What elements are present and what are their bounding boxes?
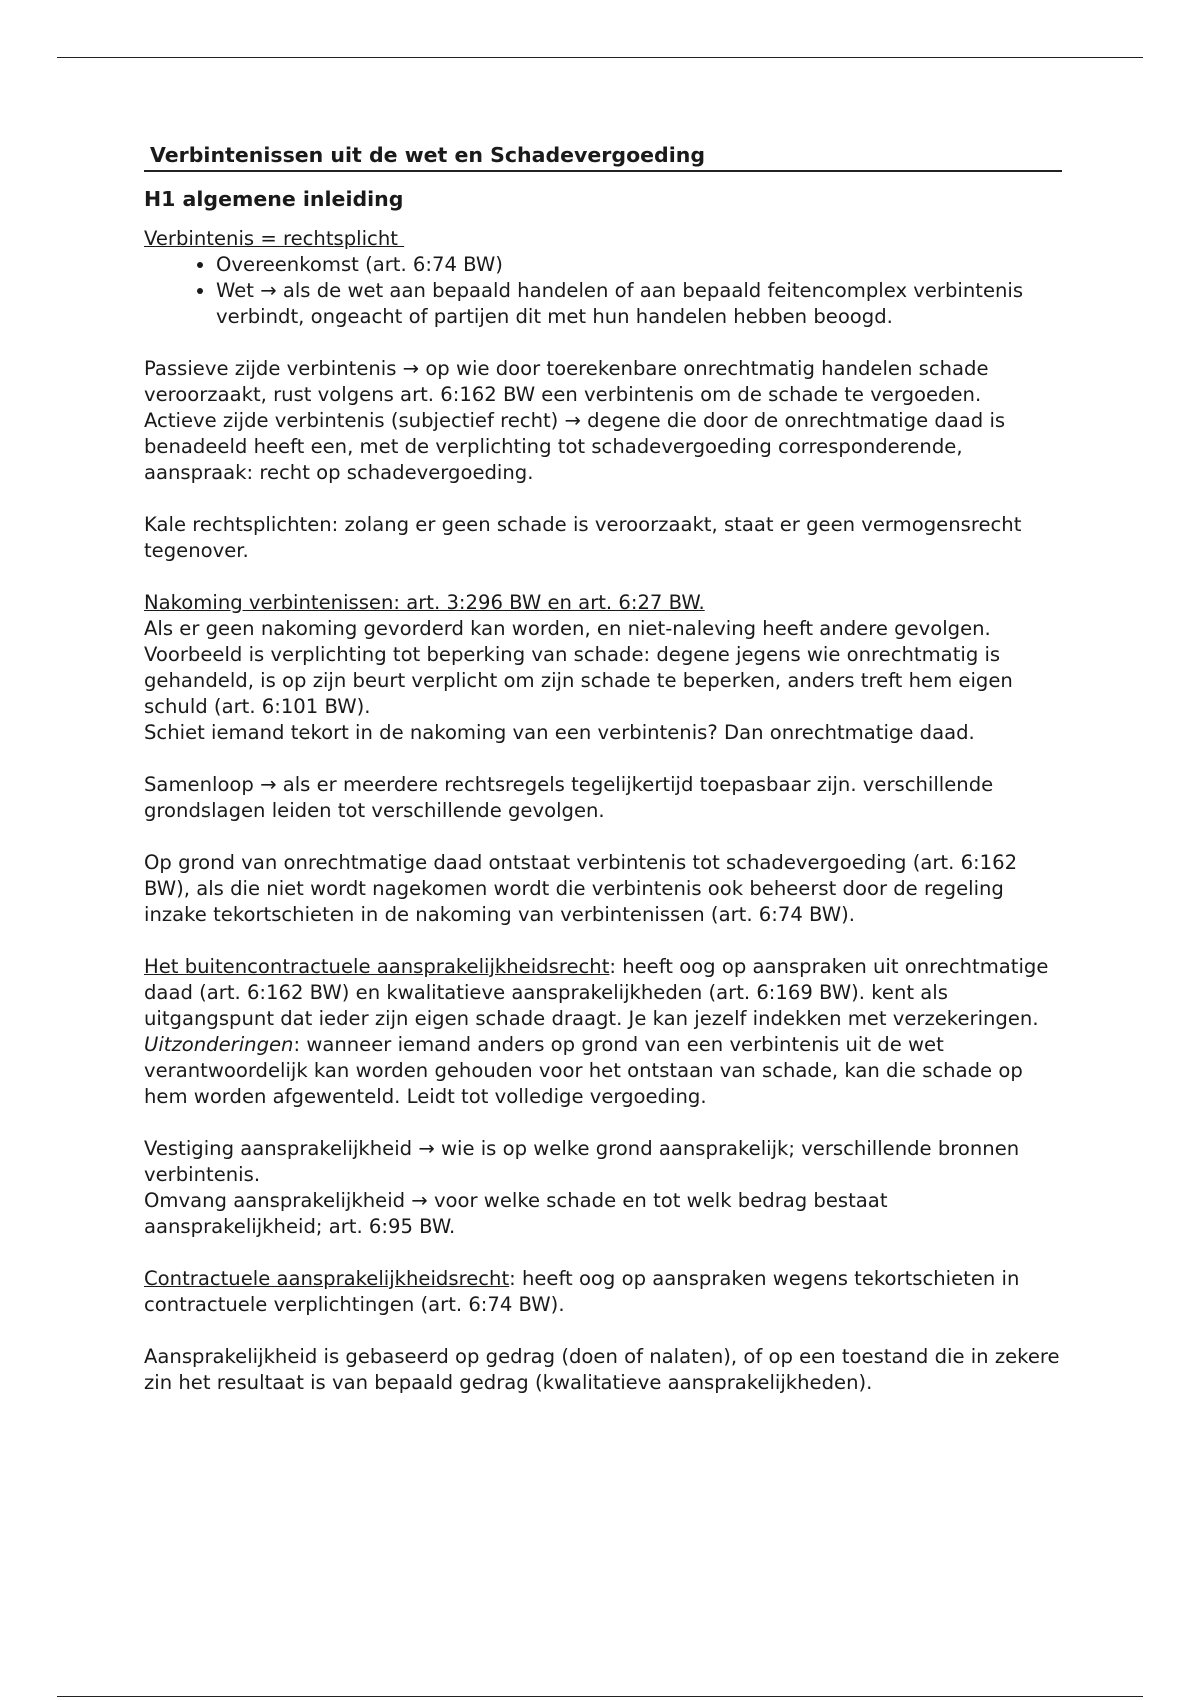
- contractual-paragraph: [144, 1266, 1064, 1318]
- page-bottom-rule: [57, 1696, 1143, 1697]
- document-title: Verbintenissen uit de wet en Schadevergoeding: [144, 142, 1062, 172]
- list-item: • Wet → als de wet aan bepaald handelen of aan bepaald feitencomplex verbintenis verbindt, ongeacht of partijen dit met hun handelen hebben beoogd.: [216, 278, 1064, 330]
- exceptions-term: Uitzonderingen: [144, 1033, 294, 1056]
- document-body: [144, 142, 1064, 1422]
- non-contractual-text-1: : heeft oog op aanspraken uit onrechtmatige daad (art. 6:162 BW) en kwalitatieve aansprakelijkheden (art. 6:169 BW). kent als uitgangspunt dat ieder zijn eigen schade draagt. Je kan jezelf indekken met verzekeringen.: [144, 955, 1049, 1030]
- shortcoming-paragraph: Schiet iemand tekort in de nakoming van een verbintenis? Dan onrechtmatige daad.: [144, 721, 975, 744]
- non-contractual-text-2: : wanneer iemand anders op grond van een verbintenis uit de wet verantwoordelijk kan worden gehouden voor het ontstaan van schade, kan die schade op hem worden afgewenteld. Leidt tot volledige vergoeding.: [144, 1033, 1023, 1108]
- concurrence-paragraph: Samenloop → als er meerdere rechtsregels tegelijkertijd toepasbaar zijn. verschillende grondslagen leiden tot verschillende gevolgen.: [144, 773, 994, 822]
- non-contractual-heading: Het buitencontractuele aansprakelijkheidsrecht: [144, 955, 610, 978]
- contractual-heading: Contractuele aansprakelijkheidsrecht: [144, 1267, 510, 1290]
- tort-basis-paragraph: Op grond van onrechtmatige daad ontstaat verbintenis tot schadevergoeding (art. 6:162 BW), als die niet wordt nagekomen wordt die verbintenis ook beheerst door de regeling inzake tekortschieten in de nakoming van verbintenissen (art. 6:74 BW).: [144, 851, 1018, 926]
- page-top-rule: [57, 57, 1143, 58]
- contractual-text: : heeft oog op aanspraken wegens tekortschieten in contractuele verplichtingen (art. 6:74 BW).: [144, 1267, 1020, 1316]
- performance-paragraph: Als er geen nakoming gevorderd kan worden, en niet-naleving heeft andere gevolgen. Voorbeeld is verplichting tot beperking van schade: degene jegens wie onrechtmatig is gehandeld, is op zijn beurt verplicht om zijn schade te beperken, anders treft hem eigen schuld (art. 6:101 BW).: [144, 617, 1013, 718]
- bare-obligations-paragraph: Kale rechtsplichten: zolang er geen schade is veroorzaakt, staat er geen vermogensrecht tegenover.: [144, 513, 1022, 562]
- active-side-paragraph: Actieve zijde verbintenis (subjectief recht) → degene die door de onrechtmatige daad is benadeeld heeft een, met de verplichting tot schadevergoeding corresponderende, aanspraak: recht op schadevergoeding.: [144, 409, 1006, 484]
- performance-heading: Nakoming verbintenissen: art. 3:296 BW en art. 6:27 BW.: [144, 591, 705, 614]
- establishment-paragraph: Vestiging aansprakelijkheid → wie is op welke grond aansprakelijk; verschillende bronnen verbintenis.: [144, 1137, 1020, 1186]
- source-list: [144, 252, 1064, 330]
- list-item: • Overeenkomst (art. 6:74 BW): [216, 252, 1064, 278]
- liability-basis-paragraph: Aansprakelijkheid is gebaseerd op gedrag (doen of nalaten), of op een toestand die in zekere zin het resultaat is van bepaald gedrag (kwalitatieve aansprakelijkheden).: [144, 1345, 1060, 1394]
- non-contractual-paragraph: [144, 954, 1064, 1110]
- passive-side-paragraph: Passieve zijde verbintenis → op wie door toerekenbare onrechtmatig handelen schade veroorzaakt, rust volgens art. 6:162 BW een verbintenis om de schade te vergoeden.: [144, 357, 989, 406]
- extent-paragraph: Omvang aansprakelijkheid → voor welke schade en tot welk bedrag bestaat aansprakelijkheid; art. 6:95 BW.: [144, 1189, 888, 1238]
- intro-heading: Verbintenis = rechtsplicht: [144, 227, 405, 250]
- chapter-heading: H1 algemene inleiding: [144, 187, 404, 211]
